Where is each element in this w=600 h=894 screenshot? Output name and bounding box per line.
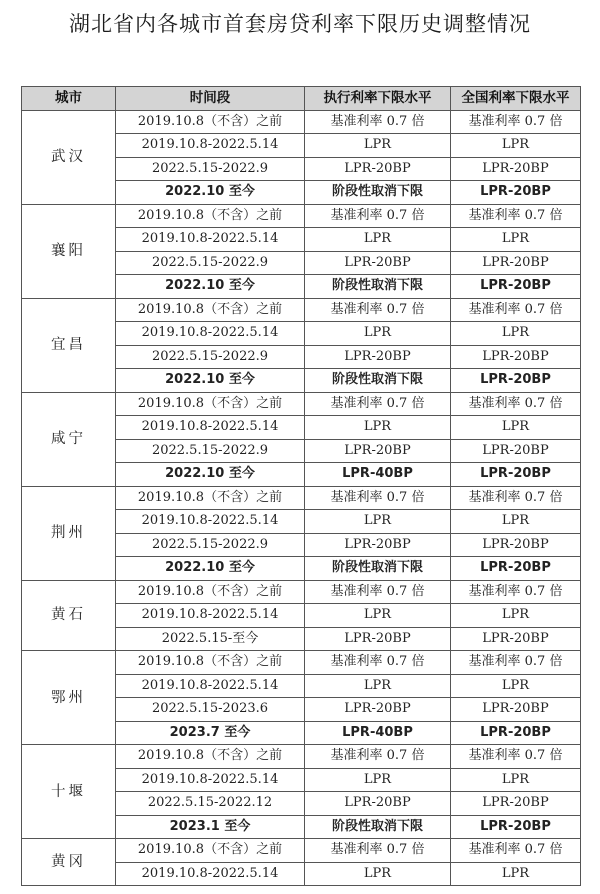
table-row — [22, 580, 581, 604]
national-rate-cell: LPR — [451, 134, 581, 158]
period-cell: 2019.10.8（不含）之前 — [116, 110, 305, 134]
city-cell: 荆州 — [22, 486, 116, 580]
national-rate-cell: LPR-20BP — [451, 463, 581, 487]
exec-rate-cell: LPR — [305, 510, 451, 534]
period-cell: 2019.10.8-2022.5.14 — [116, 674, 305, 698]
header-national-rate: 全国利率下限水平 — [451, 87, 581, 111]
national-rate-cell: LPR-20BP — [451, 533, 581, 557]
exec-rate-cell: LPR — [305, 604, 451, 628]
exec-rate-cell: 基准利率 0.7 倍 — [305, 110, 451, 134]
city-cell: 黄石 — [22, 580, 116, 651]
period-cell: 2022.5.15-2023.6 — [116, 698, 305, 722]
exec-rate-cell: 阶段性取消下限 — [305, 275, 451, 299]
national-rate-cell: LPR — [451, 228, 581, 252]
exec-rate-cell: 阶段性取消下限 — [305, 181, 451, 205]
period-cell: 2023.1 至今 — [116, 815, 305, 839]
national-rate-cell: LPR-20BP — [451, 369, 581, 393]
exec-rate-cell: LPR-40BP — [305, 721, 451, 745]
national-rate-cell: LPR — [451, 510, 581, 534]
exec-rate-cell: 阶段性取消下限 — [305, 369, 451, 393]
exec-rate-cell: 基准利率 0.7 倍 — [305, 392, 451, 416]
exec-rate-cell: 阶段性取消下限 — [305, 815, 451, 839]
period-cell: 2019.10.8-2022.5.14 — [116, 510, 305, 534]
period-cell: 2022.10 至今 — [116, 557, 305, 581]
period-cell: 2019.10.8（不含）之前 — [116, 204, 305, 228]
period-cell: 2022.5.15-2022.9 — [116, 345, 305, 369]
national-rate-cell: LPR-20BP — [451, 721, 581, 745]
city-cell: 宜昌 — [22, 298, 116, 392]
exec-rate-cell: 基准利率 0.7 倍 — [305, 486, 451, 510]
exec-rate-cell: LPR — [305, 768, 451, 792]
period-cell: 2019.10.8-2022.5.14 — [116, 768, 305, 792]
exec-rate-cell: LPR-40BP — [305, 463, 451, 487]
table-row — [22, 298, 581, 322]
period-cell: 2019.10.8（不含）之前 — [116, 745, 305, 769]
period-cell: 2022.10 至今 — [116, 463, 305, 487]
period-cell: 2019.10.8（不含）之前 — [116, 839, 305, 863]
city-cell: 鄂州 — [22, 651, 116, 745]
exec-rate-cell: 阶段性取消下限 — [305, 557, 451, 581]
exec-rate-cell: LPR — [305, 416, 451, 440]
national-rate-cell: LPR-20BP — [451, 439, 581, 463]
exec-rate-cell: LPR-20BP — [305, 157, 451, 181]
national-rate-cell: LPR-20BP — [451, 181, 581, 205]
national-rate-cell: LPR — [451, 604, 581, 628]
period-cell: 2019.10.8（不含）之前 — [116, 651, 305, 675]
national-rate-cell: LPR — [451, 862, 581, 886]
header-period: 时间段 — [116, 87, 305, 111]
national-rate-cell: LPR-20BP — [451, 251, 581, 275]
table-body — [22, 110, 581, 886]
exec-rate-cell: 基准利率 0.7 倍 — [305, 204, 451, 228]
national-rate-cell: 基准利率 0.7 倍 — [451, 392, 581, 416]
exec-rate-cell: LPR — [305, 228, 451, 252]
city-cell: 咸宁 — [22, 392, 116, 486]
national-rate-cell: LPR — [451, 416, 581, 440]
table-row — [22, 392, 581, 416]
exec-rate-cell: LPR-20BP — [305, 627, 451, 651]
period-cell: 2022.10 至今 — [116, 181, 305, 205]
exec-rate-cell: LPR-20BP — [305, 792, 451, 816]
period-cell: 2019.10.8（不含）之前 — [116, 580, 305, 604]
period-cell: 2019.10.8-2022.5.14 — [116, 228, 305, 252]
exec-rate-cell: LPR-20BP — [305, 533, 451, 557]
table-row — [22, 486, 581, 510]
exec-rate-cell: 基准利率 0.7 倍 — [305, 580, 451, 604]
table-row — [22, 839, 581, 863]
exec-rate-cell: LPR — [305, 862, 451, 886]
national-rate-cell: 基准利率 0.7 倍 — [451, 580, 581, 604]
period-cell: 2022.10 至今 — [116, 369, 305, 393]
city-cell: 武汉 — [22, 110, 116, 204]
period-cell: 2022.5.15-至今 — [116, 627, 305, 651]
period-cell: 2022.5.15-2022.9 — [116, 533, 305, 557]
rate-table — [21, 86, 581, 886]
exec-rate-cell: LPR — [305, 674, 451, 698]
city-cell: 十堰 — [22, 745, 116, 839]
period-cell: 2022.5.15-2022.9 — [116, 251, 305, 275]
national-rate-cell: 基准利率 0.7 倍 — [451, 298, 581, 322]
city-cell: 黄冈 — [22, 839, 116, 886]
period-cell: 2019.10.8-2022.5.14 — [116, 134, 305, 158]
exec-rate-cell: LPR — [305, 322, 451, 346]
national-rate-cell: LPR-20BP — [451, 792, 581, 816]
table-row — [22, 651, 581, 675]
national-rate-cell: LPR-20BP — [451, 815, 581, 839]
national-rate-cell: LPR-20BP — [451, 557, 581, 581]
national-rate-cell: LPR — [451, 768, 581, 792]
period-cell: 2022.5.15-2022.9 — [116, 439, 305, 463]
table-row — [22, 204, 581, 228]
exec-rate-cell: 基准利率 0.7 倍 — [305, 651, 451, 675]
period-cell: 2022.10 至今 — [116, 275, 305, 299]
city-cell: 襄阳 — [22, 204, 116, 298]
exec-rate-cell: LPR-20BP — [305, 439, 451, 463]
national-rate-cell: LPR — [451, 674, 581, 698]
national-rate-cell: 基准利率 0.7 倍 — [451, 839, 581, 863]
national-rate-cell: 基准利率 0.7 倍 — [451, 486, 581, 510]
period-cell: 2019.10.8（不含）之前 — [116, 298, 305, 322]
exec-rate-cell: LPR-20BP — [305, 698, 451, 722]
period-cell: 2019.10.8-2022.5.14 — [116, 862, 305, 886]
national-rate-cell: LPR-20BP — [451, 698, 581, 722]
exec-rate-cell: 基准利率 0.7 倍 — [305, 298, 451, 322]
period-cell: 2019.10.8（不含）之前 — [116, 486, 305, 510]
national-rate-cell: 基准利率 0.7 倍 — [451, 745, 581, 769]
national-rate-cell: LPR-20BP — [451, 345, 581, 369]
period-cell: 2022.5.15-2022.12 — [116, 792, 305, 816]
page-title: 湖北省内各城市首套房贷利率下限历史调整情况 — [69, 12, 531, 36]
national-rate-cell: LPR — [451, 322, 581, 346]
exec-rate-cell: 基准利率 0.7 倍 — [305, 745, 451, 769]
exec-rate-cell: 基准利率 0.7 倍 — [305, 839, 451, 863]
national-rate-cell: LPR-20BP — [451, 157, 581, 181]
period-cell: 2022.5.15-2022.9 — [116, 157, 305, 181]
national-rate-cell: LPR-20BP — [451, 275, 581, 299]
period-cell: 2019.10.8（不含）之前 — [116, 392, 305, 416]
national-rate-cell: LPR-20BP — [451, 627, 581, 651]
header-city: 城市 — [22, 87, 116, 111]
header-exec-rate: 执行利率下限水平 — [305, 87, 451, 111]
exec-rate-cell: LPR-20BP — [305, 251, 451, 275]
period-cell: 2023.7 至今 — [116, 721, 305, 745]
national-rate-cell: 基准利率 0.7 倍 — [451, 651, 581, 675]
period-cell: 2019.10.8-2022.5.14 — [116, 322, 305, 346]
table-row — [22, 110, 581, 134]
exec-rate-cell: LPR-20BP — [305, 345, 451, 369]
table-header-row — [22, 87, 581, 111]
national-rate-cell: 基准利率 0.7 倍 — [451, 204, 581, 228]
table-row — [22, 745, 581, 769]
period-cell: 2019.10.8-2022.5.14 — [116, 604, 305, 628]
national-rate-cell: 基准利率 0.7 倍 — [451, 110, 581, 134]
period-cell: 2019.10.8-2022.5.14 — [116, 416, 305, 440]
exec-rate-cell: LPR — [305, 134, 451, 158]
